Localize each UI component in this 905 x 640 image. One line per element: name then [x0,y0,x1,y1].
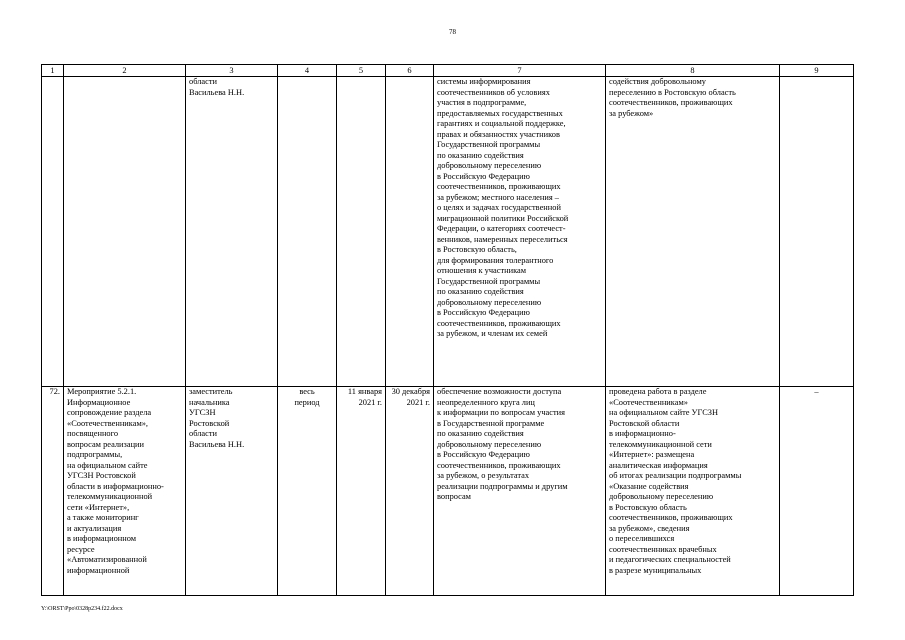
cont-cell-note [780,77,854,387]
implementation-period: весь период [278,387,337,596]
table-row-continuation [42,77,854,387]
footer-file-path: Y:\ORST\Ppo\0328p234.f22.docx [41,606,123,612]
measures-table [41,64,854,596]
cont-cell-start [337,77,386,387]
cont-cell-responsible: области Васильева Н.Н. [186,77,278,387]
header-cell-6: 6 [386,65,434,77]
actual-result: проведена работа в разделе «Соотечественникам» на официальном сайте УГСЗН Ростовской области в информационно- телекоммуникационной сети «Интернет»: размещена аналитическая информация об итогах реализации подпрограммы «Оказание содействия добровольному переселению в Ростовскую область соотечественников, проживающих за рубежом», сведения о переселившихся соотечественниках врачебных и педагогических специальностей в разрезе муниципальных [606,387,780,596]
header-cell-4: 4 [278,65,337,77]
responsible-person: заместитель начальника УГСЗН Ростовской области Васильева Н.Н. [186,387,278,596]
end-date: 30 декабря 2021 г. [386,387,434,596]
header-cell-5: 5 [337,65,386,77]
cont-cell-end [386,77,434,387]
header-cell-2: 2 [64,65,186,77]
cont-cell-measure [64,77,186,387]
page-number: 78 [449,28,456,36]
table-row-72 [42,387,854,596]
header-cell-7: 7 [434,65,606,77]
cont-cell-period [278,77,337,387]
expected-result: обеспечение возможности доступа неопределенного круга лиц к информации по вопросам участия в Государственной программе по оказанию содействия добровольному переселению в Российскую Федерацию соотечественников, проживающих за рубежом, о результатах реализации подпрограммы и другим вопросам [434,387,606,596]
note-cell: – [780,387,854,596]
header-cell-1: 1 [42,65,64,77]
header-cell-9: 9 [780,65,854,77]
header-cell-3: 3 [186,65,278,77]
measure-name: Мероприятие 5.2.1. Информационное сопровождение раздела «Соотечественникам», посвященного вопросам реализации подпрограммы, на официальном сайте УГСЗН Ростовской области в информационно- телекоммуникационной сети «Интернет», а также мониторинг и актуализация в информационном ресурсе «Автоматизированной информационной [64,387,186,596]
cont-cell-num [42,77,64,387]
start-date: 11 января 2021 г. [337,387,386,596]
cont-cell-done: содействия добровольному переселению в Ростовскую область соотечественников, проживающих за рубежом» [606,77,780,387]
cont-cell-result: системы информирования соотечественников об условиях участия в подпрограмме, предоставляемых государственных гарантиях и социальной поддержке, правах и обязанностях участников Государственной программы по оказанию содействия добровольному переселению в Российскую Федерацию соотечественников, проживающих за рубежом; местного населения – о целях и задачах государственной миграционной политики Российской Федерации, о категориях соотечест- венников, намеренных переселиться в Ростовскую область, для формирования толерантного отношения к участникам Государственной программы по оказанию содействия добровольному переселению в Российскую Федерацию соотечественников, проживающих за рубежом, и членам их семей [434,77,606,387]
header-row [42,65,854,77]
row-number: 72. [42,387,64,596]
header-cell-8: 8 [606,65,780,77]
